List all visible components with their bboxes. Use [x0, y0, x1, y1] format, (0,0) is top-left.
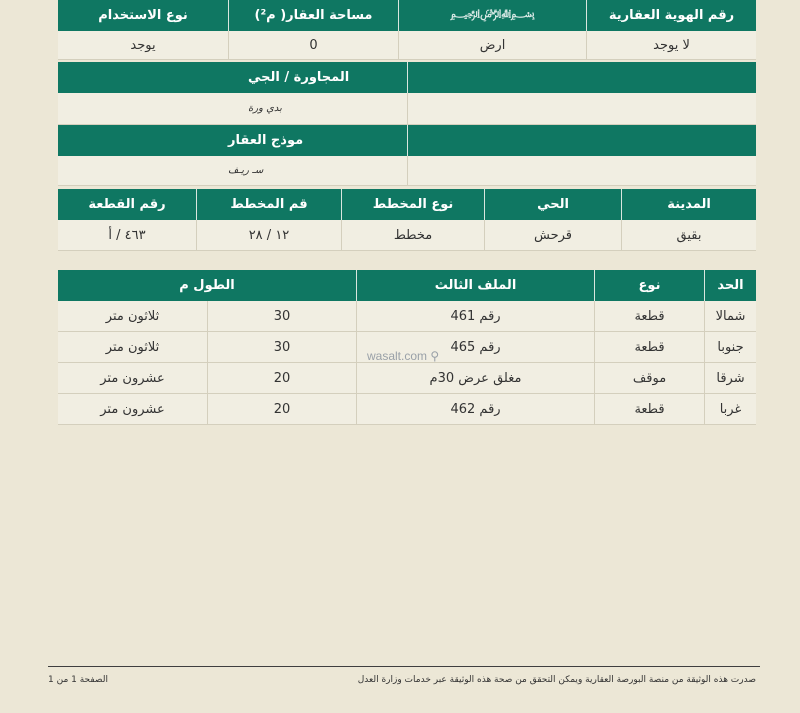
- property-info-values: [58, 31, 756, 60]
- boundary-row: [58, 394, 756, 425]
- row-direction: غربا: [704, 394, 756, 424]
- row-length: 30: [207, 332, 356, 362]
- watermark: [367, 349, 439, 363]
- value-plot-number: ٤٦٣ / أ: [108, 227, 146, 243]
- value-city: بقيق: [621, 220, 756, 250]
- row-desc: رقم 462: [356, 394, 594, 424]
- header-stamp: [398, 0, 586, 31]
- row-desc: رقم 465: [356, 332, 594, 362]
- row-type: قطعة: [594, 301, 704, 331]
- property-model-header: [58, 125, 756, 156]
- header-plan-type: نوع المخطط: [341, 189, 484, 220]
- row-direction: شرقا: [704, 363, 756, 393]
- neighbors-header: [58, 62, 756, 93]
- row-desc: مغلق عرض 30م: [356, 363, 594, 393]
- row-desc: رقم 461: [356, 301, 594, 331]
- header-plot-number: رقم القطعة: [88, 197, 166, 212]
- header-plan-number: قم المخطط: [196, 189, 341, 220]
- value-usage-type: يوجد: [130, 37, 156, 53]
- emblem-icon: ﷽: [450, 7, 535, 20]
- boundaries-header: [58, 270, 756, 301]
- boundary-row: [58, 301, 756, 332]
- header-property-area: مساحة العقار( م²): [228, 0, 398, 31]
- neighbors-title: المجاورة / الجي: [248, 70, 350, 85]
- row-length: 20: [207, 394, 356, 424]
- header-boundary-type: نوع: [594, 270, 704, 301]
- row-direction: شمالا: [704, 301, 756, 331]
- value-district: قرحش: [484, 220, 621, 250]
- property-info-header: [58, 0, 756, 31]
- row-type: موقف: [594, 363, 704, 393]
- value-property-area: 0: [228, 31, 398, 59]
- location-header: [58, 189, 756, 220]
- value-property-id: لا يوجد: [586, 31, 756, 59]
- header-city: المدينة: [621, 189, 756, 220]
- header-district: الحي: [484, 189, 621, 220]
- row-length: 30: [207, 301, 356, 331]
- row-length-text: عشرون متر: [100, 370, 165, 386]
- row-length-text: ثلاثون متر: [105, 308, 160, 324]
- neighbors-values: [58, 93, 756, 125]
- header-usage-type: نوع الاستخدام: [98, 8, 188, 23]
- row-length: 20: [207, 363, 356, 393]
- location-values: [58, 220, 756, 251]
- neighbors-value: بدي ورة: [248, 103, 282, 114]
- footer-disclaimer: صدرت هذه الوثيقة من منصة البورصة العقارية ويمكن التحقق من صحة هذه الوثيقة عبر خدمات وزارة العدل: [357, 675, 756, 685]
- value-plan-type: مخطط: [341, 220, 484, 250]
- header-property-id: رقم الهوية العقارية: [586, 0, 756, 31]
- footer-page-number: الصفحة 1 من 1: [48, 675, 108, 685]
- row-length-text: عشرون متر: [100, 401, 165, 417]
- row-type: قطعة: [594, 332, 704, 362]
- header-boundary-desc: الملف الثالث: [356, 270, 594, 301]
- value-land-type: ارض: [398, 31, 586, 59]
- row-type: قطعة: [594, 394, 704, 424]
- boundary-row: [58, 363, 756, 394]
- header-direction: الحد: [704, 270, 756, 301]
- property-model-values: [58, 156, 756, 186]
- property-model-title: موذج العقار: [228, 133, 304, 148]
- row-length-text: ثلاثون متر: [105, 339, 160, 355]
- row-direction: جنوبا: [704, 332, 756, 362]
- header-length: الطول م: [179, 278, 235, 293]
- location-pin-icon: ⚲: [427, 349, 440, 363]
- property-model-value: سـ ريـف: [228, 165, 264, 176]
- value-plan-number: ١٢ / ٢٨: [196, 220, 341, 250]
- footer-divider: [48, 666, 760, 667]
- watermark-text: wasalt.com: [367, 349, 428, 363]
